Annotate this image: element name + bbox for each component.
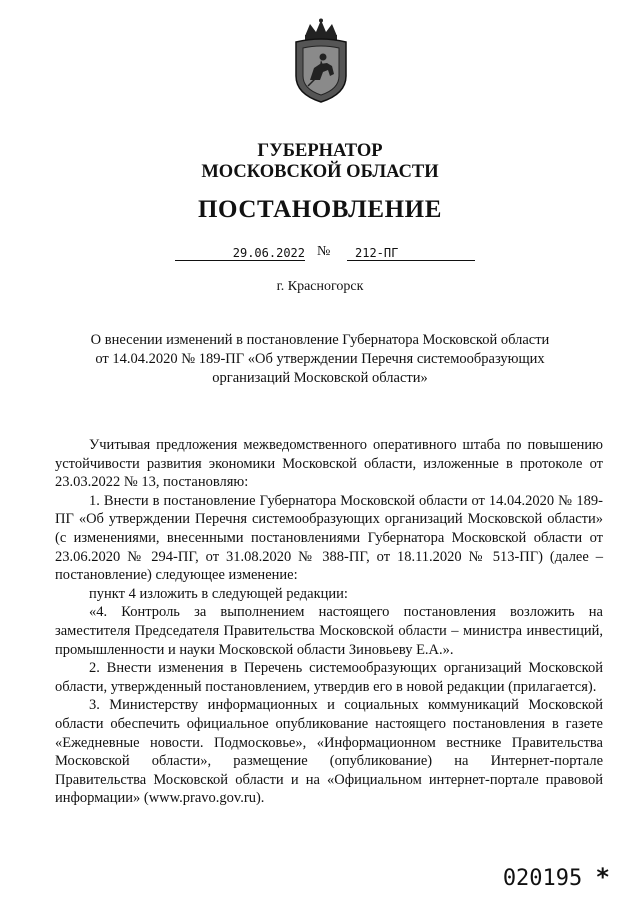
authority-title: ГУБЕРНАТОР xyxy=(257,141,383,161)
coat-of-arms-icon xyxy=(290,18,352,104)
subject-line: от 14.04.2020 № 189-ПГ «Об утверждении Перечня системообразующих xyxy=(95,351,545,367)
document-body xyxy=(55,436,603,808)
serial-number xyxy=(503,863,610,891)
subject-line: О внесении изменений в постановление Губернатора Московской области xyxy=(90,332,550,348)
serial-value: 020195 xyxy=(502,866,583,891)
place-of-issue: г. Красногорск xyxy=(276,279,364,294)
body-paragraph: 2. Внести изменения в Перечень системообразующих организаций Московской области, утвержденный постановлением, утвердив его в новой редакции (прилагается). xyxy=(55,660,603,695)
document-subject xyxy=(80,331,560,388)
asterisk-icon: * xyxy=(595,863,610,891)
body-paragraph: «4. Контроль за выполнением настоящего постановления возложить на заместителя Председателя Правительства Московской области – министра инвестиций, промышленности и науки Московской области Зиновьеву Е.А.». xyxy=(55,604,603,658)
body-paragraph: 3. Министерству информационных и социальных коммуникаций Московской области обеспечить официальное опубликование настоящего постановления в газете «Ежедневные новости. Подмосковье», «Информационном вестнике Правительства Московской области», размещение (опубликование) на Интернет-портале Правительства Московской области и на «Официальном интернет-портале правовой информации» (www.pravo.gov.ru). xyxy=(55,697,603,807)
body-paragraph: Учитывая предложения межведомственного оперативного штаба по повышению устойчивости развития экономики Московской области, изложенные в протоколе от 23.03.2022 № 13, постановляю: xyxy=(55,437,603,491)
number-sign: № xyxy=(317,244,331,259)
body-paragraph: 1. Внести в постановление Губернатора Московской области от 14.04.2020 № 189-ПГ «Об утверждении Перечня системообразующих организаций Московской области» (с изменениями, внесенными постановлениями Губернатора Московской области от 23.06.2020 № 294-ПГ, от 31.08.2020 № 388-ПГ, от 18.11.2020 № 513-ПГ) (далее – постановление) следующее изменение: xyxy=(55,492,603,584)
registration-line xyxy=(175,246,475,264)
document-type: ПОСТАНОВЛЕНИЕ xyxy=(197,196,443,223)
body-paragraph: пункт 4 изложить в следующей редакции: xyxy=(89,585,348,602)
document-date: 29.06.2022 xyxy=(175,246,305,261)
subject-line: организаций Московской области» xyxy=(212,370,428,386)
document-number: 212-ПГ xyxy=(347,246,475,261)
authority-region: МОСКОВСКОЙ ОБЛАСТИ xyxy=(201,162,439,182)
